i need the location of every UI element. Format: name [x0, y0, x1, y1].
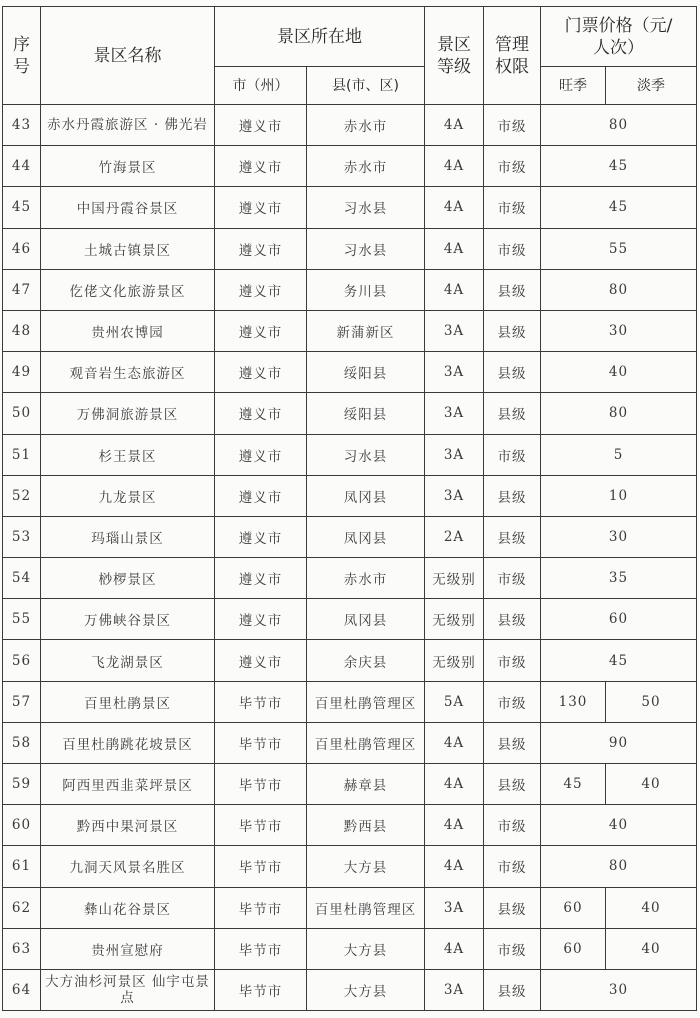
- cell-peak-price: 45: [541, 764, 606, 805]
- cell-seq: 48: [3, 310, 41, 351]
- cell-county: 凤冈县: [307, 599, 425, 640]
- cell-city: 遵义市: [215, 310, 307, 351]
- cell-peak-price: 130: [541, 681, 606, 722]
- cell-management: 市级: [484, 846, 541, 887]
- cell-grade: 4A: [425, 722, 484, 763]
- cell-name: 仡佬文化旅游景区: [41, 269, 215, 310]
- cell-city: 毕节市: [215, 681, 307, 722]
- cell-peak-price: 30: [541, 516, 697, 557]
- cell-peak-price: 30: [541, 310, 697, 351]
- cell-name: 彝山花谷景区: [41, 887, 215, 928]
- cell-management: 市级: [484, 228, 541, 269]
- cell-seq: 44: [3, 146, 41, 187]
- cell-city: 遵义市: [215, 269, 307, 310]
- cell-peak-price: 35: [541, 558, 697, 599]
- header-grade: 景区等级: [425, 7, 484, 105]
- cell-seq: 47: [3, 269, 41, 310]
- cell-county: 黔西县: [307, 805, 425, 846]
- cell-name: 观音岩生态旅游区: [41, 352, 215, 393]
- table-row: [3, 269, 697, 310]
- cell-city: 毕节市: [215, 722, 307, 763]
- cell-city: 毕节市: [215, 969, 307, 1010]
- cell-city: 毕节市: [215, 764, 307, 805]
- header-peak: 旺季: [541, 67, 606, 105]
- cell-county: 赤水市: [307, 558, 425, 599]
- cell-seq: 63: [3, 928, 41, 969]
- cell-name: 贵州农博园: [41, 310, 215, 351]
- cell-management: 市级: [484, 558, 541, 599]
- cell-management: 县级: [484, 764, 541, 805]
- header-seq: 序号: [3, 7, 41, 105]
- cell-seq: 45: [3, 187, 41, 228]
- cell-grade: 2A: [425, 516, 484, 557]
- cell-seq: 49: [3, 352, 41, 393]
- cell-name: 竹海景区: [41, 146, 215, 187]
- table-row: [3, 393, 697, 434]
- cell-city: 遵义市: [215, 146, 307, 187]
- cell-peak-price: 90: [541, 722, 697, 763]
- cell-peak-price: 80: [541, 105, 697, 146]
- cell-name: 土城古镇景区: [41, 228, 215, 269]
- cell-seq: 59: [3, 764, 41, 805]
- table-row: [3, 475, 697, 516]
- table-row: [3, 599, 697, 640]
- cell-county: 大方县: [307, 846, 425, 887]
- cell-county: 百里杜鹃管理区: [307, 681, 425, 722]
- cell-peak-price: 40: [541, 805, 697, 846]
- cell-management: 县级: [484, 393, 541, 434]
- cell-county: 凤冈县: [307, 516, 425, 557]
- cell-management: 市级: [484, 105, 541, 146]
- table-row: [3, 969, 697, 1010]
- table-row: [3, 722, 697, 763]
- table-row: [3, 681, 697, 722]
- cell-county: 凤冈县: [307, 475, 425, 516]
- cell-management: 县级: [484, 722, 541, 763]
- cell-peak-price: 30: [541, 969, 697, 1010]
- cell-peak-price: 45: [541, 146, 697, 187]
- cell-management: 市级: [484, 681, 541, 722]
- table-row: [3, 352, 697, 393]
- cell-name: 万佛洞旅游景区: [41, 393, 215, 434]
- cell-seq: 46: [3, 228, 41, 269]
- cell-city: 遵义市: [215, 393, 307, 434]
- cell-county: 绥阳县: [307, 393, 425, 434]
- cell-name: 大方油杉河景区 仙宇屯景点: [41, 969, 215, 1010]
- cell-peak-price: 60: [541, 887, 606, 928]
- cell-county: 百里杜鹃管理区: [307, 722, 425, 763]
- cell-management: 市级: [484, 146, 541, 187]
- header-location: 景区所在地: [215, 7, 425, 67]
- cell-city: 遵义市: [215, 187, 307, 228]
- cell-city: 遵义市: [215, 599, 307, 640]
- cell-grade: 3A: [425, 475, 484, 516]
- cell-county: 赫章县: [307, 764, 425, 805]
- cell-county: 习水县: [307, 228, 425, 269]
- cell-grade: 3A: [425, 310, 484, 351]
- cell-name: 万佛峡谷景区: [41, 599, 215, 640]
- table-row: [3, 928, 697, 969]
- header-city: 市（州）: [215, 67, 307, 105]
- cell-seq: 50: [3, 393, 41, 434]
- cell-off-price: 40: [606, 764, 697, 805]
- cell-peak-price: 80: [541, 269, 697, 310]
- cell-name: 贵州宣慰府: [41, 928, 215, 969]
- header-price: 门票价格（元/人次）: [541, 7, 697, 67]
- cell-grade: 3A: [425, 434, 484, 475]
- cell-grade: 无级别: [425, 558, 484, 599]
- cell-county: 务川县: [307, 269, 425, 310]
- table-row: [3, 228, 697, 269]
- cell-name: 玛瑙山景区: [41, 516, 215, 557]
- cell-name: 赤水丹霞旅游区 · 佛光岩: [41, 105, 215, 146]
- cell-county: 赤水市: [307, 105, 425, 146]
- cell-grade: 3A: [425, 887, 484, 928]
- cell-name: 阿西里西韭菜坪景区: [41, 764, 215, 805]
- cell-peak-price: 10: [541, 475, 697, 516]
- cell-county: 余庆县: [307, 640, 425, 681]
- cell-peak-price: 60: [541, 599, 697, 640]
- cell-grade: 4A: [425, 805, 484, 846]
- cell-management: 县级: [484, 352, 541, 393]
- cell-grade: 无级别: [425, 599, 484, 640]
- cell-seq: 54: [3, 558, 41, 599]
- table-row: [3, 516, 697, 557]
- cell-name: 桫椤景区: [41, 558, 215, 599]
- table-row: [3, 640, 697, 681]
- cell-county: 百里杜鹃管理区: [307, 887, 425, 928]
- cell-city: 毕节市: [215, 846, 307, 887]
- cell-city: 毕节市: [215, 805, 307, 846]
- cell-seq: 55: [3, 599, 41, 640]
- cell-seq: 53: [3, 516, 41, 557]
- cell-management: 县级: [484, 969, 541, 1010]
- cell-peak-price: 40: [541, 352, 697, 393]
- scenic-area-price-table: [2, 6, 697, 1011]
- cell-management: 市级: [484, 640, 541, 681]
- table-row: [3, 146, 697, 187]
- cell-grade: 无级别: [425, 640, 484, 681]
- header-off: 淡季: [606, 67, 697, 105]
- table-row: [3, 105, 697, 146]
- cell-seq: 61: [3, 846, 41, 887]
- cell-county: 绥阳县: [307, 352, 425, 393]
- cell-management: 县级: [484, 269, 541, 310]
- table-row: [3, 434, 697, 475]
- cell-county: 大方县: [307, 969, 425, 1010]
- cell-grade: 4A: [425, 764, 484, 805]
- cell-peak-price: 45: [541, 640, 697, 681]
- table-row: [3, 558, 697, 599]
- cell-county: 大方县: [307, 928, 425, 969]
- cell-peak-price: 60: [541, 928, 606, 969]
- cell-seq: 60: [3, 805, 41, 846]
- cell-grade: 4A: [425, 846, 484, 887]
- cell-city: 遵义市: [215, 228, 307, 269]
- cell-city: 遵义市: [215, 105, 307, 146]
- cell-management: 县级: [484, 887, 541, 928]
- cell-grade: 3A: [425, 969, 484, 1010]
- cell-management: 县级: [484, 475, 541, 516]
- cell-grade: 3A: [425, 393, 484, 434]
- cell-name: 九洞天风景名胜区: [41, 846, 215, 887]
- cell-management: 县级: [484, 516, 541, 557]
- table-row: [3, 846, 697, 887]
- cell-seq: 64: [3, 969, 41, 1010]
- cell-city: 遵义市: [215, 352, 307, 393]
- cell-name: 黔西中果河景区: [41, 805, 215, 846]
- cell-management: 县级: [484, 310, 541, 351]
- cell-peak-price: 80: [541, 393, 697, 434]
- cell-off-price: 50: [606, 681, 697, 722]
- cell-seq: 51: [3, 434, 41, 475]
- cell-seq: 58: [3, 722, 41, 763]
- cell-county: 新蒲新区: [307, 310, 425, 351]
- cell-grade: 4A: [425, 146, 484, 187]
- cell-city: 遵义市: [215, 475, 307, 516]
- cell-city: 毕节市: [215, 887, 307, 928]
- table-row: [3, 310, 697, 351]
- cell-peak-price: 45: [541, 187, 697, 228]
- cell-seq: 57: [3, 681, 41, 722]
- cell-grade: 4A: [425, 928, 484, 969]
- table-row: [3, 805, 697, 846]
- cell-management: 市级: [484, 805, 541, 846]
- cell-management: 市级: [484, 928, 541, 969]
- cell-peak-price: 80: [541, 846, 697, 887]
- cell-city: 遵义市: [215, 516, 307, 557]
- cell-name: 百里杜鹃跳花坡景区: [41, 722, 215, 763]
- cell-grade: 3A: [425, 352, 484, 393]
- cell-seq: 43: [3, 105, 41, 146]
- table-row: [3, 887, 697, 928]
- cell-county: 赤水市: [307, 146, 425, 187]
- cell-name: 百里杜鹃景区: [41, 681, 215, 722]
- cell-peak-price: 55: [541, 228, 697, 269]
- cell-county: 习水县: [307, 434, 425, 475]
- cell-management: 市级: [484, 434, 541, 475]
- cell-name: 九龙景区: [41, 475, 215, 516]
- cell-name: 中国丹霞谷景区: [41, 187, 215, 228]
- cell-grade: 4A: [425, 228, 484, 269]
- cell-off-price: 40: [606, 887, 697, 928]
- cell-grade: 4A: [425, 187, 484, 228]
- table-row: [3, 187, 697, 228]
- cell-peak-price: 5: [541, 434, 697, 475]
- cell-grade: 5A: [425, 681, 484, 722]
- cell-management: 县级: [484, 599, 541, 640]
- cell-seq: 56: [3, 640, 41, 681]
- cell-name: 杉王景区: [41, 434, 215, 475]
- cell-seq: 52: [3, 475, 41, 516]
- cell-off-price: 40: [606, 928, 697, 969]
- cell-management: 市级: [484, 187, 541, 228]
- cell-grade: 4A: [425, 269, 484, 310]
- cell-city: 遵义市: [215, 640, 307, 681]
- header-management: 管理权限: [484, 7, 541, 105]
- cell-name: 飞龙湖景区: [41, 640, 215, 681]
- table-row: [3, 764, 697, 805]
- cell-grade: 4A: [425, 105, 484, 146]
- cell-county: 习水县: [307, 187, 425, 228]
- cell-city: 毕节市: [215, 928, 307, 969]
- cell-city: 遵义市: [215, 558, 307, 599]
- cell-seq: 62: [3, 887, 41, 928]
- header-name: 景区名称: [41, 7, 215, 105]
- header-county: 县(市、区): [307, 67, 425, 105]
- cell-city: 遵义市: [215, 434, 307, 475]
